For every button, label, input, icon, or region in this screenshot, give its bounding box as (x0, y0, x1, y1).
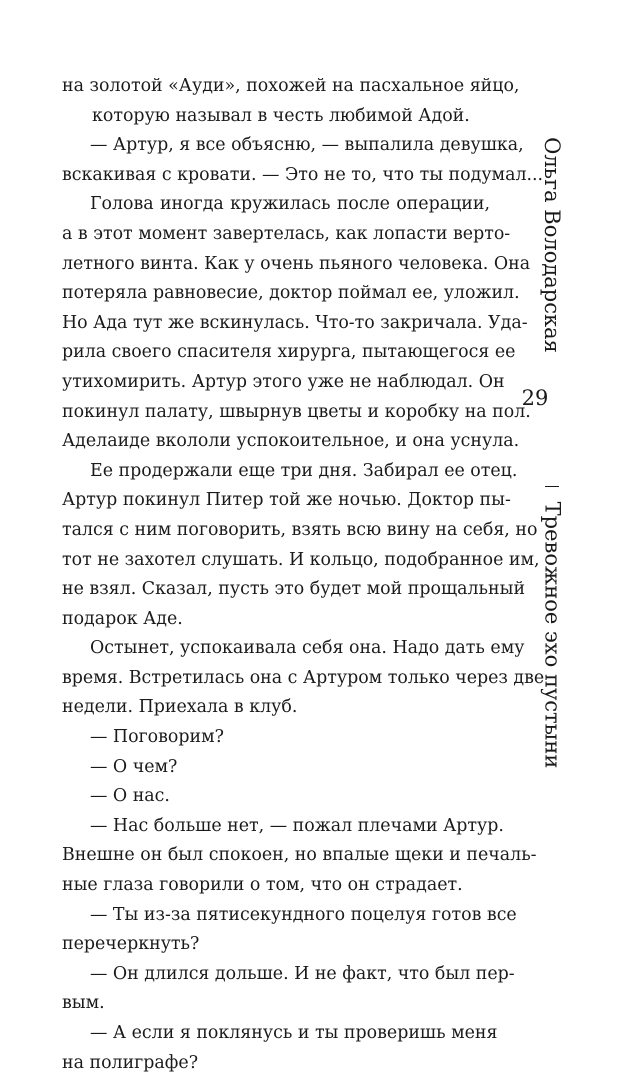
text-line: — О нас. (90, 786, 170, 807)
running-head (537, 137, 567, 900)
text-line: — Артур, я все объясню, — выпалила девушка, (90, 135, 524, 156)
text-line: ные глаза говорили о том, что он страдает. (62, 875, 463, 896)
text-line: Внешне он был спокоен, но впалые щеки и печаль- (62, 845, 537, 866)
running-head-title (537, 430, 567, 840)
text-line: рила своего спасителя хирурга, пытающегося ее (62, 342, 516, 363)
text-line: а в этот момент завертелась, как лопасти верто- (62, 223, 511, 244)
text-line: перечеркнуть? (62, 934, 200, 955)
text-line: Аделаиде вкололи успокоительное, и она уснула. (62, 431, 520, 452)
text-line: которую называл в честь любимой Адой. (92, 105, 470, 126)
text-line: Голова иногда кружилась после операции, (90, 194, 490, 215)
text-line: летного винта. Как у очень пьяного человека. Она (62, 253, 531, 274)
text-line: — Поговорим? (90, 727, 224, 748)
author-name: Ольга Володарская (540, 137, 565, 353)
text-line: недели. Приехала в клуб. (62, 697, 298, 718)
book-title: Тревожное эхо пустыни (540, 501, 565, 769)
text-line: — Нас больше нет, — пожал плечами Артур. (90, 815, 504, 836)
text-line: — О чем? (90, 756, 178, 777)
page-number: 29 (521, 386, 549, 410)
text-line: тался с ним поговорить, взять всю вину на себя, но (62, 519, 538, 540)
text-line: на золотой «Ауди», похожей на пасхальное яйцо, (62, 76, 520, 96)
text-line: потеряла равновесие, доктор поймал ее, уложил. (62, 283, 520, 304)
text-line: вскакивая с кровати. — Это не то, что ты подумал... (62, 164, 544, 185)
text-line: Ее продержали еще три дня. Забирал ее отец. (90, 460, 518, 481)
text-line: Но Ада тут же вскинулась. Что-то закричала. Уда- (62, 312, 528, 333)
text-line: утихомирить. Артур этого уже не наблюдал. Он (62, 371, 505, 392)
text-line: покинул палату, швырнув цветы и коробку на пол. (62, 401, 531, 422)
text-line: время. Встретилась она с Артуром только через две (62, 667, 545, 688)
text-line: тот не захотел слушать. И кольцо, подобранное им, (62, 549, 540, 570)
text-line: на полиграфе? (62, 1052, 199, 1073)
text-line: подарок Аде. (62, 608, 183, 629)
text-line: вым. (62, 993, 105, 1014)
text-line: — Он длился дольше. И не факт, что был пер- (90, 963, 515, 984)
text-line: Артур покинул Питер той же ночью. Доктор пы- (62, 490, 511, 511)
text-line: — А если я поклянусь и ты проверишь меня (90, 1023, 498, 1043)
running-head-author (537, 137, 567, 353)
text-line: — Ты из-за пятисекундного поцелуя готов все (90, 904, 517, 925)
text-line: не взял. Сказал, пусть это будет мой прощальный (62, 579, 526, 600)
text-line: Остынет, успокаивала себя она. Надо дать ему (90, 638, 525, 659)
